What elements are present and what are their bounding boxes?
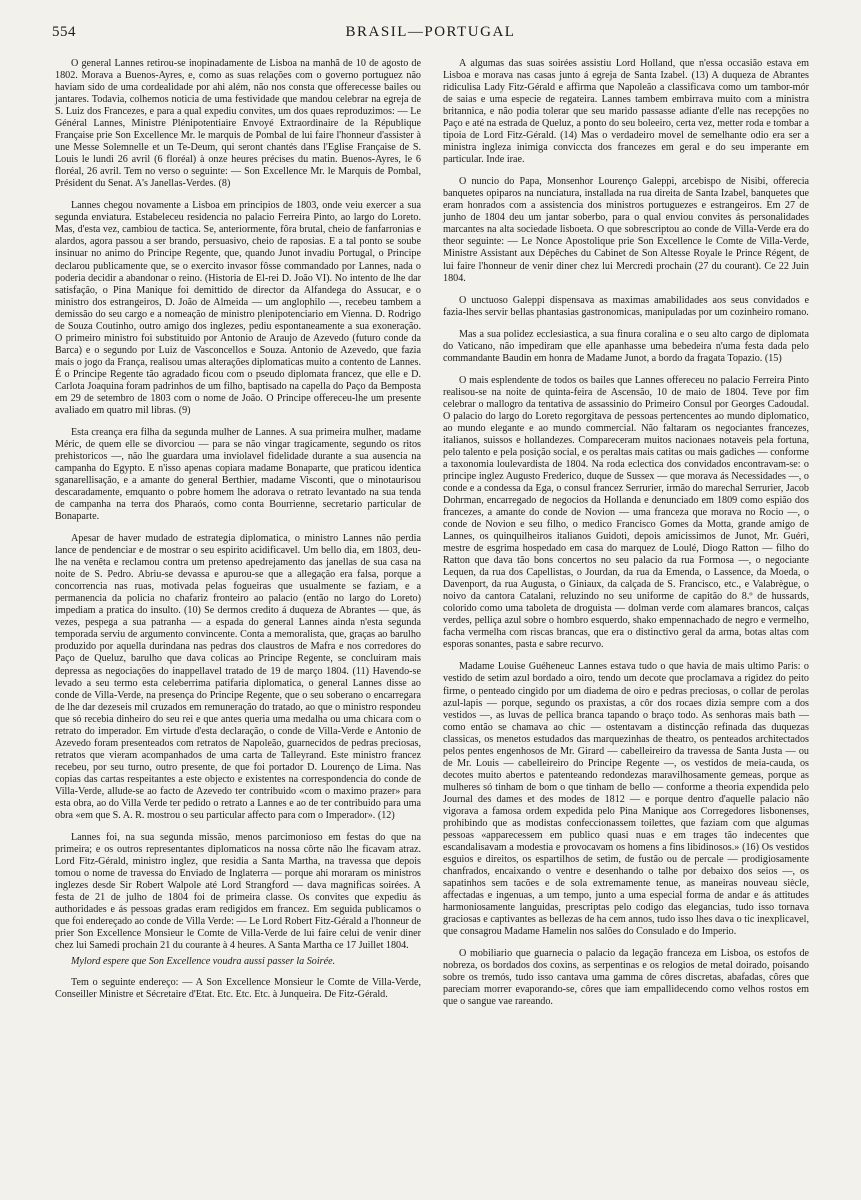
paragraph: Mas a sua polidez ecclesiastica, a sua finura coralina e o seu alto cargo de diplomata do Vaticano, não impediram que elle apanhasse uma bebedeira n'uma festa dada pelo commandante Baudin em honra de Madame Junot, a bordo da fragata Topazio. (15) <box>443 328 809 364</box>
paragraph: Lannes chegou novamente a Lisboa em principios de 1803, onde veiu exercer a sua segunda enviatura. Estabeleceu residencia no palacio Ferreira Pinto, ao largo do Loreto. Mas, d'esta vez, cambiou de tactica. Se, anteriormente, fôra brutal, cheio de fanfarronias e alardos, agora passou a ser brando, persuasivo, cheio de raposias. E a tal ponto se soube insinuar no animo do Principe Regente, que, quando Junot invadiu Portugal, o Principe declarou publicamente que, se o exercito invasor fôsse commandado por Lannes, nada o poderia decidir a abandonar o reino. (Historia de El-rei D. João VI). No intento de lhe dar satisfação, o Pina Manique foi demittido de director da Alfandega do Assucar, e o ministro dos estrangeiros, D. João de Almeida — um anglophilo —, recebeu tambem a demissão do seu cargo e a nomeação de ministro plenipotenciario em Vienna. D. Rodrigo de Souza Coutinho, outro amigo dos inglezes, pediu espontaneamente a sua exoneração. O primeiro ministro foi substituido por Antonio de Araujo de Azevedo (futuro conde da Barca) e o segundo por Luiz de Vasconcellos e Souza. Antonio de Azevedo, que fazia mais o jogo da França, realisou umas alterações diplomaticas muito a contento de Lannes. É o Principe Regente tão agradado ficou com o pseudo diplomata francez, que elle e D. Carlota Joaquina foram padrinhos de um filho, baptisado na capella do Paço da Bemposta em 29 de setembro de 1803 com o nome de João. O Principe offereceu-lhe um presente avaliado em quatro mil libras. (9) <box>55 200 421 416</box>
right-column <box>443 58 809 1186</box>
invitation-note: Mylord espere que Son Excellence voudra aussi passer la Soirée. <box>71 956 336 968</box>
left-column <box>55 58 421 1186</box>
paragraph: Madame Louise Guéheneuc Lannes estava tudo o que havia de mais ultimo Paris: o vestido de setim azul bordado a oiro, tendo um decote que proclamava a rigidez do peito firme, o penteado cingido por um diadema de oiro e pedras preciosas, o collar de perolas azul-lapis — porque, segundo os praxistas, a côr dos rocaes dizia sempre com a dos vestidos —, as luvas de pellica branca tapando o braço todo. As senhoras mais bath — como então se chamava ao chic — ostentavam a distincção refinada das duquezas classicas, os menetos estudados das marquezinhas de theatro, os penteados architectados pelos pentes engenhosos de Mr. Girard — cabelleireiro da travessa de Santa Justa — ou de Mr. Louis — cabelleireiro do Principe Regente —, os vestidos de meia-cauda, os decotes muito abertos e patenteando redondezas maravilhosamente gemeas, porque as mulheres só tinham de bom o que tinham de bello — conforme a theoria expendida pelo Journal des dames et des modes de 1812 — e porque dentro d'aquelle palacio não vigorava a famosa ordem expedida pelo Pina Manique aos Corregedores lisbonenses, prohibindo que as modistas confeccionassem toilettes, que faziam com que algumas pessoas «apparecessem em publico quasi nuas e em trages tão indecentes que escandalisavam a modestia e provocavam os homens a fins libidinosos.» (16) Os vestidos esguios e direitos, os espartilhos de setim, de fustão ou de percale — prodigiosamente chanfrados, encaixando o ventre e desenhando o talhe por debaixo dos seios —, os sapatinhos sem tacões e de sola extremamente tenue, as maneiras nouveau siècle, affectadas e ingenuas, a um tempo, junto a uma especial forma de andar e ás attitudes harmoniosamente languidas, prescriptas pelo codigo das elegancias, tudo isso tornava graciosas e captivantes as bellezas de ha cem annos, tudo isso lhes dava o tic inexplicavel, que consagrou Madame Hamelin nos salões do Consulado e do Imperio. <box>443 661 809 938</box>
paragraph: O mais esplendente de todos os bailes que Lannes offereceu no palacio Ferreira Pinto realisou-se na noite de quinta-feira de Ascensão, 10 de maio de 1804. Teve por fim celebrar o mallogro da tentativa de assassinio do Primeiro Consul por Georges Cadoudal. O palacio do largo do Loreto regorgitava de pessoas pertencentes ao mundo diplomatico, ao mundo elegante e ao mundo commercial. Não faltaram os negociantes francezes, italianos, suissos e hollandezes. Compareceram muitos nacionaes notaveis pela fortuna, pelo talento e pela posição social, e os peraltas mais catitas ou mais gadiches — conforme a taxonomia loulevardista de 1804. Na roda eclectica dos convidados encontravam-se: o principe inglez Augusto Frederico, duque de Sussex — que morava ás Necessidades —, o conde e a condessa da Ega, o consul francez Serrurier, irmão do marechal Serrurier, Jacob Dohrman, encarregado de negocios da Hollanda e denunciado em 1809 como espião dos francezes, a amante do conde de Novion — uma franceza que morava no Rocio —, o conde de Novion e seu filho, o medico Francisco Gomes da Motta, grande amigo de Lannes, os quinquilheiros italianos Guidoti, depois amicissimos de Junot, Mr. Guéri, mestre de esgrima hospedado em casa do marquez de Loulé, Diogo Ratton — filho do Ratton que dava tão bons concertos no seu palacio da rua Formosa —, o negociante Lequen, da rua dos Capellistas, o Jourdan, da rua da Emenda, o Lassence, da Moeda, o Davenport, da rua Augusta, o Giniaux, da calçada de S. Francisco, etc., e Valabrègue, o noivo da cantora Catalani, reluzindo no seu uniforme de capitão do 8.º de hussards, colorido como uma taboleta de droguista — dolman verde com alamares brancos, calças verdes, pelliça azul sobre o hombro esquerdo, shako empennachado de negro e vermelho, facha vermelha com riscas brancas, que era o distinctivo geral da arma, botas altas com esporas sonantes, pasta e sabre recurvo. <box>443 374 809 651</box>
paragraph: Lannes foi, na sua segunda missão, menos parcimonioso em festas do que na primeira; e os outros representantes diplomaticos na nossa côrte não lhe ficavam atraz. Lord Fitz-Gérald, ministro inglez, que residia a Santa Martha, na travessa que depois tomou o nome de travessa do Enviado de Inglaterra — porque ahi moraram os ministros inglezes desde Sir Robert Walpole até Lord Strangford — dava magnificas soirées. A festa de 21 de julho de 1804 foi de primeira classe. Os convites que expediu ás authoridades e ás pessoas gradas eram redigidos em francez. Em seguida publicamos o que foi endereçado ao conde de Villa Verde: — Le Lord Robert Fitz-Gérald a l'honneur de prier Son Excellence Monsieur le Comte de Villa-Verde de lui faire celui de venir diner chez lui Samedi prochain 21 du courante à 4 heures. A Santa Martha ce 17 Juillet 1804. <box>55 831 421 952</box>
paragraph: A algumas das suas soirées assistiu Lord Holland, que n'essa occasião estava em Lisboa e morava nas casas junto á egreja de Santa Izabel. (13) A duqueza de Abrantes ridiculisa Lady Fitz-Gérald e affirma que Napoleão a classificava como um tambor-mór de saias e uma especie de regateira. Lannes tambem embirrava muito com a ministra britannica, e não podia tolerar que seu marido passasse adiante d'elle nas recepções no Paço e até na estrada de Queluz, a ponto do seu boleeiro, certa vez, metter roda e tombar a tipoia de Lord Fitz-Gérald. (14) Mas o verdadeiro movel de semelhante odio era ser a ministra ingleza inimiga conviccta dos francezes em geral e do seu imperante em particular. Inde irae. <box>443 58 809 166</box>
running-title: BRASIL—PORTUGAL <box>345 24 516 40</box>
paragraph: Apesar de haver mudado de estrategia diplomatica, o ministro Lannes não perdia lance de pendenciar e de mostrar o seu espirito acidificavel. Um bello dia, em 1803, deu-lhe na venêta e reclamou contra um pretenso apedrejamento das janellas de sua casa na noite de S. Pedro. Abriu-se devassa e apurou-se que a allegação era falsa, porque a concorrencia nas ruas, motivada pelas fogueiras que usualmente se faziam, e a permanencia da policia no chafariz fronteiro ao palacio (então no largo do Loreto) impediam a pratica do insulto. (10) Se dermos credito á duqueza de Abrantes — que, ás vezes, pespega a sua patranha — a espada do general Lannes ainda n'esta segunda temporada serviu de argumento convincente. Conta a memoralista, que, graças ao barulho produzido por aquella durindana nas pedras dos claustros de Mafra e nos corredores do Paço de Queluz, barulho que dava colicas ao Principe Regente, se concluiram mais depressa as negociações do inappellavel tratado de 19 de março 1804. (11) Havendo-se levado a seu termo esta celeberrima patifaria diplomatica, o general Lannes disse ao conde de Villa-Verde, na presença do Principe Regente, que o seu soberano o encarregara de lhe dar dezeseis mil cruzados em remuneração do tratado, ao que o ministro respondeu que só recebia dinheiro do seu rei e que antes queria uma medalha ou uma chicara com o retrato do imperador. Em virtude d'esta declaração, o conde de Villa-Verde e Antonio de Azevedo foram presenteados com retratos de Napoleão, guarnecidos de pedras preciosas, retratos que vieram acompanhados de uma carta de Talleyrand. Este ministro francez recebeu, por seu turno, outro presente, de que foi portador D. Lourenço de Lima. Nas copias das cartas respeitantes a este objecto e existentes na correspondencia do conde de Villa-Verde, allude-se ao facto de Azevedo ter contribuido «com o maximo prazer» para esta obra, ao do Villa Verde ter pedido o retrato a Lannes e ao de ter contribuido para uma obra «em que S. A. R. mostrou o seu particular affecto para com o Imperador». (12) <box>55 533 421 821</box>
paragraph: Esta creança era filha da segunda mulher de Lannes. A sua primeira mulher, madame Méric, de quem elle se divorciou — para se não vingar tragicamente, segundo os ritos prehistoricos —, não lhe guardara uma inviolavel fidelidade durante a sua ausencia na campanha do Egypto. E n'isso apenas copiara madame Bonaparte, que praticou identica sganarellisação, e a amante do general Berthier, madame Visconti, que o minotaurisou descaradamente, emquanto o pobre homem lhe adorava o retrato levantado na sua tenda de campanha na terra dos Pharaós, como conta Bourrienne, secretario particular de Bonaparte. <box>55 426 421 523</box>
paragraph: O general Lannes retirou-se inopinadamente de Lisboa na manhã de 10 de agosto de 1802. Morava a Buenos-Ayres, e, como as suas relações com o governo portuguez não haviam sido de uma cordealidade por ahi além, não nos consta que offerecesse bailes ou jantares. Todavia, colhemos noticia de uma festividade que mandou celebrar na egreja de S. Luiz dos Francezes, e para a qual expediu convites, um dos quaes reproduzimos: — Le Général Lannes, Ministre Plénipotentiaire Envoyé Extraordinaire de la République Française prie Son Excellence Mr. le marquis de Pombal de lui faire l'honneur d'assister à une Messe Solemnelle et un Te-Deum, qui seront chantés dans l'Eglise Française de S. Louis le lundi 26 avril (6 floréal) à onze heures précises du matin. Buenos-Ayres, le 6 floréal, 26 avril. Tem no verso o seguinte: — Son Excellence Mr. le Marquis de Pombal, Président du Senat. A's Janellas-Verdes. (8) <box>55 58 421 190</box>
text-columns <box>55 58 809 1186</box>
page-header <box>52 22 809 52</box>
paragraph: O mobiliario que guarnecia o palacio da legação franceza em Lisboa, os estofos de nobreza, os bordados dos coxins, as serpentinas e os relogios de metal doirado, poisando sobre os tremós, tudo isso cantava uma gamma de côres discretas, abafadas, côres que pareciam morrer evaporando-se, côres que iam empallidecendo como velhos rostos em que o sangue vae rareando. <box>443 948 809 1008</box>
paragraph: O unctuoso Galeppi dispensava as maximas amabilidades aos seus convidados e fazia-lhes servir bellas phantasias gastronomicas, manipuladas por um cozinheiro romano. <box>443 294 809 318</box>
paragraph: O nuncio do Papa, Monsenhor Lourenço Galeppi, arcebispo de Nisibi, offerecia banquetes opiparos na nunciatura, installada na rua direita de Santa Izabel, banquetes que eram honrados com a assistencia dos ministros portuguezes e estrangeiros. Em 27 de junho de 1804 deu um jantar soberbo, para o qual enviou convites ás personalidades marcantes na alta sociedade lisboeta. O que sobrescriptou ao conde de Villa-Verde era do theor seguinte: — Le Nonce Apostolique prie Son Excellence le Comte de Villa-Verde, Ministre Assistant aux Dépêches du Cabinet de Son Altesse Royale le Prince Régent, de lui faire l'honneur de venir diner chez lui Mercredi prochain (27 du courant). Ce 22 Juin 1804. <box>443 176 809 284</box>
page-number: 554 <box>52 24 76 40</box>
paragraph: Tem o seguinte endereço: — A Son Excellence Monsieur le Comte de Villa-Verde, Conseiller Ministre et Sécretaire d'Etat. Etc. Etc. Etc. à Junqueira. De Fitz-Gérald. <box>55 977 421 1001</box>
